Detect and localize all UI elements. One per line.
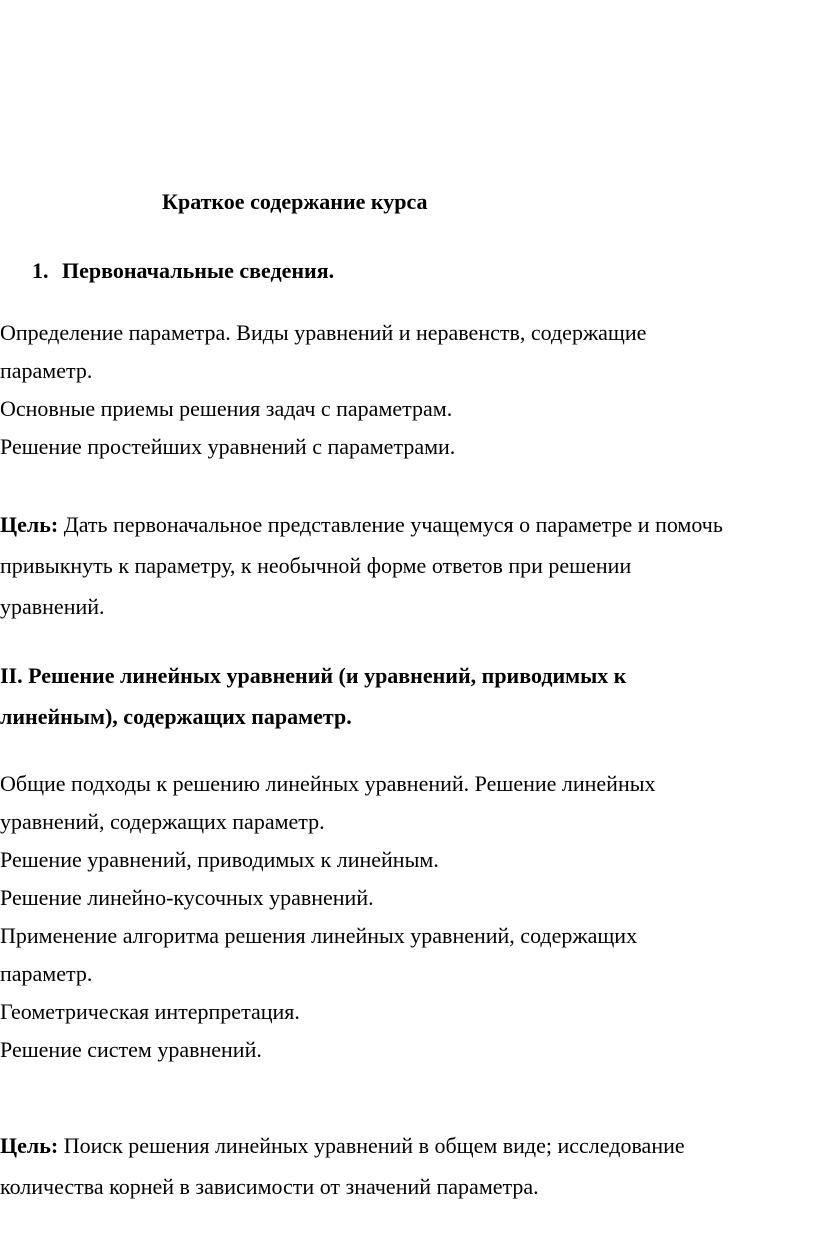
section1-number: 1. bbox=[32, 258, 49, 283]
paragraph-line: Решение систем уравнений. bbox=[0, 1037, 262, 1062]
paragraph-line: параметр. bbox=[0, 961, 93, 986]
paragraph-line: Общие подходы к решению линейных уравнений. Решение линейных bbox=[0, 771, 656, 796]
section1-goal bbox=[0, 510, 810, 633]
section2-heading bbox=[0, 661, 810, 743]
section2-heading-line: II. Решение линейных уравнений (и уравнений, приводимых к bbox=[0, 663, 627, 688]
section2-goal bbox=[0, 1131, 810, 1213]
paragraph-line: Определение параметра. Виды уравнений и неравенств, содержащие bbox=[0, 320, 647, 345]
paragraph-line: Геометрическая интерпретация. bbox=[0, 999, 300, 1024]
goal-label: Цель: bbox=[0, 512, 59, 537]
goal-line bbox=[0, 510, 810, 551]
paragraph-line: Решение линейно-кусочных уравнений. bbox=[0, 885, 374, 910]
goal-line: уравнений. bbox=[0, 594, 105, 619]
goal-text: Дать первоначальное представление учащемуся о параметре и помочь bbox=[58, 512, 723, 537]
goal-text: Поиск решения линейных уравнений в общем виде; исследование bbox=[58, 1133, 685, 1158]
goal-line bbox=[0, 1131, 810, 1172]
section2-paragraph bbox=[0, 769, 810, 1073]
page-title: Краткое содержание курса bbox=[162, 189, 428, 214]
section1-heading bbox=[32, 256, 334, 286]
section2-heading-line: линейным), содержащих параметр. bbox=[0, 704, 352, 729]
paragraph-line: параметр. bbox=[0, 358, 93, 383]
section1-heading-text: Первоначальные сведения. bbox=[62, 258, 335, 283]
paragraph-line: Применение алгоритма решения линейных уравнений, содержащих bbox=[0, 923, 638, 948]
section1-paragraph bbox=[0, 318, 810, 470]
goal-line: количества корней в зависимости от значений параметра. bbox=[0, 1174, 539, 1199]
paragraph-line: уравнений, содержащих параметр. bbox=[0, 809, 325, 834]
paragraph-line: Основные приемы решения задач с параметрам. bbox=[0, 396, 453, 421]
paragraph-line: Решение уравнений, приводимых к линейным. bbox=[0, 847, 439, 872]
paragraph-line: Решение простейших уравнений с параметрами. bbox=[0, 434, 456, 459]
goal-line: привыкнуть к параметру, к необычной форме ответов при решении bbox=[0, 553, 632, 578]
goal-label: Цель: bbox=[0, 1133, 59, 1158]
